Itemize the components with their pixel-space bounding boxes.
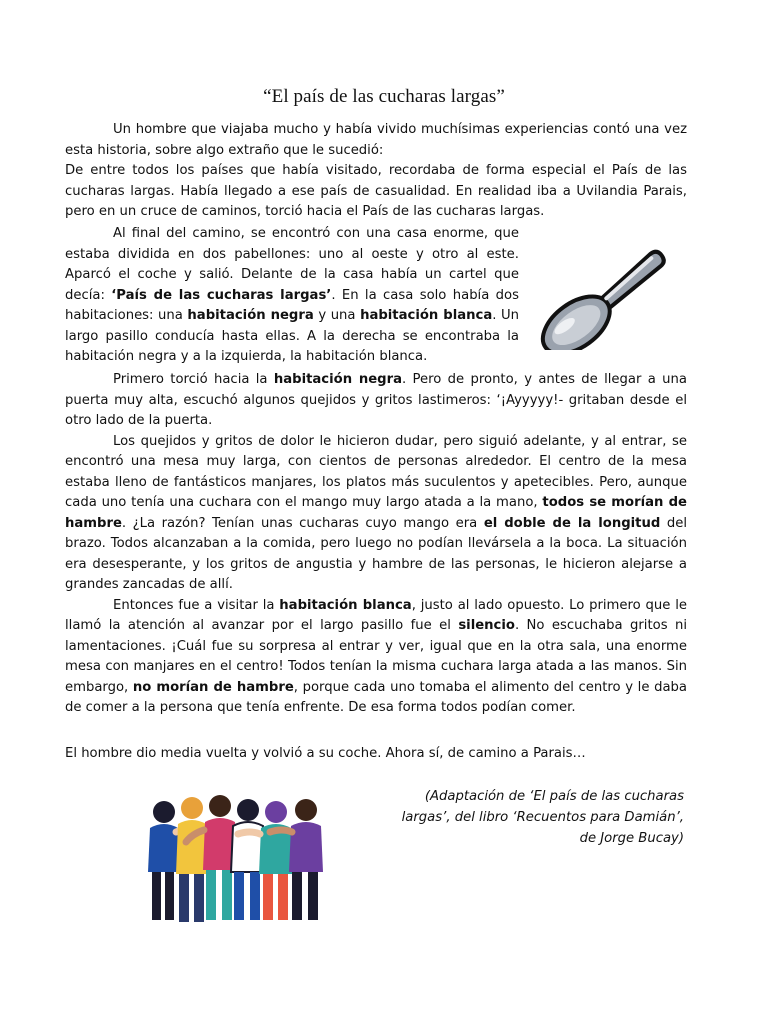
figure-2 (176, 797, 208, 922)
intro-paragraph: Un hombre que viajaba mucho y había vivido muchísimas experiencias contó una vez esta historia, sobre algo extraño que le sucedió: (65, 122, 687, 158)
camino-block (65, 224, 519, 368)
credit-line: (Adaptación de ‘El país de las cucharas (424, 789, 684, 804)
spoon-icon (534, 238, 684, 350)
credit-line: largas’, del libro ‘Recuentos para Damián’, (401, 810, 684, 825)
intro-second-paragraph: De entre todos los países que había visitado, recordaba de forma especial el País de las cucharas largas. Había llegado a ese país de casualidad. En realidad iba a Uvilandia Parais, pero en un cruce de caminos, torció hacia el País de las cucharas largas. (65, 163, 687, 219)
story-title: “El país de las cucharas largas” (263, 86, 505, 107)
group-hug-illustration (142, 790, 332, 928)
body-block (65, 370, 687, 719)
intro-block (65, 120, 687, 223)
paragraph-primero: Primero torció hacia la habitación negra. Pero de pronto, y antes de llegar a una puerta muy alta, escuchó algunos quejidos y gritos lastimeros: ‘¡Ayyyyy!- gritaban desde el otro lado de la puerta. (65, 372, 687, 428)
closing-line: El hombre dio media vuelta y volvió a su coche. Ahora sí, de camino a Parais… (65, 746, 586, 761)
paragraph-quejidos: Los quejidos y gritos de dolor le hicieron dudar, pero siguió adelante, y al entrar, se encontró una mesa muy larga, con cientos de personas alrededor. El centro de la mesa estaba lleno de fantásticos manjares, los platos más suculentos y apetecibles. Pero, aunque cada uno tenía una cuchara con el mango muy largo atada a la mano, todos se morían de hambre. ¿La razón? Tenían unas cucharas cuyo mango era el doble de la longitud del brazo. Todos alcanzaban a la comida, pero luego no podían llevársela a la boca. La situación era desesperante, y los gritos de angustia y hambre de las personas, le hicieron alejarse a grandes zancadas de allí. (65, 433, 688, 592)
credit-line: de Jorge Bucay) (579, 831, 684, 846)
paragraph-entonces: Entonces fue a visitar la habitación blanca, justo al lado opuesto. Lo primero que le llamó la atención al avanzar por el largo pasillo fue el silencio. No escuchaba gritos ni lamentaciones. ¡Cuál fue su sorpresa al entrar y ver, igual que en la otra sala, una enorme mesa con manjares en el centro! Todos tenían la misma cuchara larga atada a las manos. Sin embargo, no morían de hambre, porque cada uno tomaba el alimento del centro y le daba de comer a la persona que tenía enfrente. De esa forma todos podían comer. (65, 597, 688, 715)
source-credit (380, 786, 684, 849)
paragraph-camino: Al final del camino, se encontró con una casa enorme, que estaba dividida en dos pabellones: uno al oeste y otro al este. Aparcó el coche y salió. Delante de la casa había un cartel que decía: ‘País de las cucharas largas’. En la casa solo había dos habitaciones: una habitación negra y una habitación blanca. Un largo pasillo conducía hasta ellas. A la derecha se encontraba la habitación negra y a la izquierda, la habitación blanca. (65, 226, 519, 364)
